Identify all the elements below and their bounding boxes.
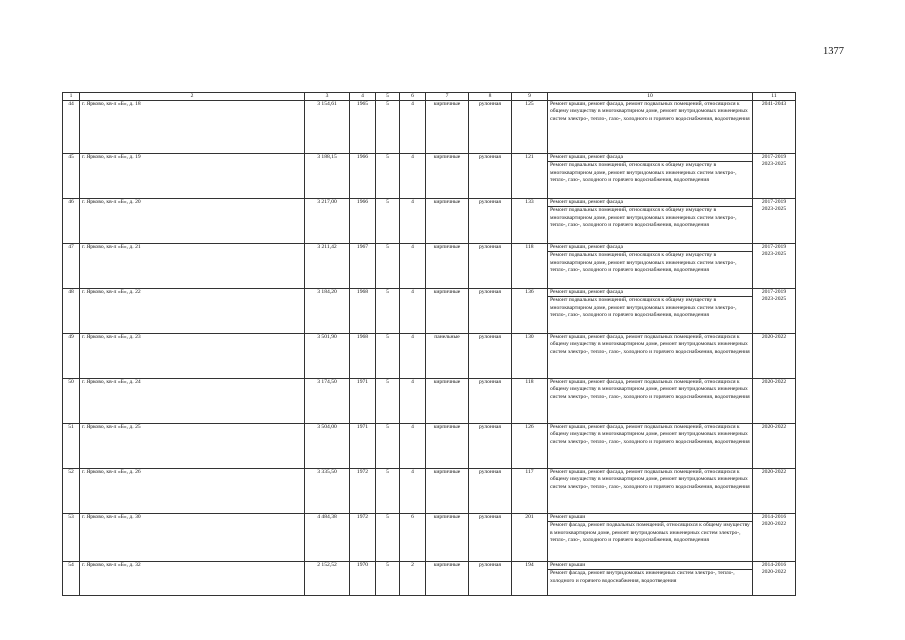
work-period: 2014-2016 (761, 514, 787, 520)
address-cell: г. Ярково, кв-л «Б», д. 18 (80, 101, 305, 154)
column-header: 3 (305, 93, 350, 101)
capital-repair-table (62, 92, 796, 596)
work-item: Ремонт подвальных помещений, относящихся к общему имуществу в многоквартирном доме, ремонт внутридомовых инженерных систем электро-, тепло-, газо-, холодного и горячего водоснабжения, водоотведения (548, 206, 752, 229)
entrances-cell: 4 (400, 199, 426, 244)
works-cell (548, 469, 753, 514)
row-number-cell: 47 (63, 244, 80, 289)
apartments-cell: 118 (512, 379, 548, 424)
entrances-cell: 6 (400, 514, 426, 562)
work-item: Ремонт подвальных помещений, относящихся к общему имуществу в многоквартирном доме, ремонт внутридомовых инженерных систем электро-, тепло-, газо-, холодного и горячего водоснабжения, водоотведения (548, 161, 752, 184)
entrances-cell: 4 (400, 154, 426, 199)
address-cell: г. Ярково, кв-л «Б», д. 19 (80, 154, 305, 199)
table-row (63, 199, 796, 244)
work-period: 2023-2025 (761, 251, 787, 258)
work-item: Ремонт крыши, ремонт фасада (550, 289, 623, 295)
area-cell: 3 211,42 (305, 244, 350, 289)
walls-cell: кирпичные (426, 154, 469, 199)
work-item: Ремонт крыши, ремонт фасада (550, 199, 623, 205)
walls-cell: кирпичные (426, 289, 469, 334)
area-cell: 3 501,90 (305, 334, 350, 379)
year-cell: 1970 (350, 562, 376, 596)
column-number-row (63, 93, 796, 101)
row-number-cell: 48 (63, 289, 80, 334)
area-cell: 3 188,15 (305, 154, 350, 199)
entrances-cell: 4 (400, 379, 426, 424)
floors-cell: 5 (376, 562, 400, 596)
table-row (63, 334, 796, 379)
roof-cell: рулонная (469, 424, 512, 469)
work-period: 2020-2022 (761, 379, 787, 385)
work-item: Ремонт крыши, ремонт фасада, ремонт подвальных помещений, относящихся к общему имуществу в многоквартирном доме, ремонт внутридомовых инженерных систем электро-, тепло-, газо-, холодного и горячего водоснабжения, водоотведения (550, 379, 750, 400)
table-row (63, 379, 796, 424)
floors-cell: 5 (376, 101, 400, 154)
floors-cell: 5 (376, 199, 400, 244)
row-number-cell: 51 (63, 424, 80, 469)
column-header: 4 (350, 93, 376, 101)
apartments-cell: 136 (512, 289, 548, 334)
table-row (63, 514, 796, 562)
work-period: 2023-2025 (761, 206, 787, 213)
column-header: 2 (80, 93, 305, 101)
work-item: Ремонт крыши, ремонт фасада (550, 244, 623, 250)
floors-cell: 5 (376, 379, 400, 424)
apartments-cell: 117 (512, 469, 548, 514)
works-cell (548, 199, 753, 244)
area-cell: 3 504,00 (305, 424, 350, 469)
work-item: Ремонт подвальных помещений, относящихся к общему имуществу в многоквартирном доме, ремонт внутридомовых инженерных систем электро-, тепло-, газо-, холодного и горячего водоснабжения, водоотведения (548, 251, 752, 274)
period-cell (753, 334, 796, 379)
works-cell (548, 289, 753, 334)
work-period: 2020-2022 (761, 569, 787, 576)
work-item: Ремонт крыши (550, 562, 586, 568)
page-number: 1377 (823, 46, 844, 57)
year-cell: 1972 (350, 514, 376, 562)
entrances-cell: 2 (400, 562, 426, 596)
works-cell (548, 562, 753, 596)
period-cell (753, 469, 796, 514)
period-cell (753, 154, 796, 199)
entrances-cell: 4 (400, 469, 426, 514)
year-cell: 1965 (350, 101, 376, 154)
row-number-cell: 50 (63, 379, 80, 424)
entrances-cell: 4 (400, 334, 426, 379)
table-row (63, 289, 796, 334)
period-cell (753, 289, 796, 334)
work-period: 2023-2025 (761, 161, 787, 168)
work-period: 2017-2019 (761, 154, 787, 160)
walls-cell: кирпичные (426, 199, 469, 244)
works-cell (548, 154, 753, 199)
works-cell (548, 379, 753, 424)
work-item: Ремонт крыши, ремонт фасада (550, 154, 623, 160)
apartments-cell: 130 (512, 334, 548, 379)
walls-cell: кирпичные (426, 379, 469, 424)
apartments-cell: 118 (512, 244, 548, 289)
entrances-cell: 4 (400, 101, 426, 154)
work-period: 2023-2025 (761, 296, 787, 303)
column-header: 11 (753, 93, 796, 101)
apartments-cell: 201 (512, 514, 548, 562)
roof-cell: рулонная (469, 469, 512, 514)
roof-cell: рулонная (469, 154, 512, 199)
address-cell: г. Ярково, кв-л «Б», д. 25 (80, 424, 305, 469)
area-cell: 3 217,00 (305, 199, 350, 244)
work-period: 2020-2022 (761, 424, 787, 430)
walls-cell: кирпичные (426, 514, 469, 562)
work-item: Ремонт крыши, ремонт фасада, ремонт подвальных помещений, относящихся к общему имуществу в многоквартирном доме, ремонт внутридомовых инженерных систем электро-, тепло-, газо-, холодного и горячего водоснабжения, водоотведения (550, 334, 750, 355)
column-header: 7 (426, 93, 469, 101)
year-cell: 1972 (350, 469, 376, 514)
work-period: 2041-2043 (761, 101, 787, 107)
roof-cell: рулонная (469, 101, 512, 154)
work-period: 2020-2022 (761, 334, 787, 340)
walls-cell: кирпичные (426, 562, 469, 596)
walls-cell: кирпичные (426, 424, 469, 469)
year-cell: 1971 (350, 379, 376, 424)
period-cell (753, 244, 796, 289)
period-cell (753, 199, 796, 244)
works-cell (548, 424, 753, 469)
row-number-cell: 54 (63, 562, 80, 596)
apartments-cell: 125 (512, 101, 548, 154)
period-cell (753, 514, 796, 562)
apartments-cell: 194 (512, 562, 548, 596)
entrances-cell: 4 (400, 424, 426, 469)
work-item: Ремонт крыши (550, 514, 586, 520)
column-header: 1 (63, 93, 80, 101)
floors-cell: 5 (376, 289, 400, 334)
column-header: 5 (376, 93, 400, 101)
address-cell: г. Ярково, кв-л «Б», д. 20 (80, 199, 305, 244)
area-cell: 3 335,50 (305, 469, 350, 514)
work-item: Ремонт крыши, ремонт фасада, ремонт подвальных помещений, относящихся к общему имуществу в многоквартирном доме, ремонт внутридомовых инженерных систем электро-, тепло-, газо-, холодного и горячего водоснабжения, водоотведения (550, 469, 750, 490)
work-period: 2020-2022 (761, 469, 787, 475)
roof-cell: рулонная (469, 562, 512, 596)
apartments-cell: 121 (512, 154, 548, 199)
period-cell (753, 379, 796, 424)
row-number-cell: 49 (63, 334, 80, 379)
address-cell: г. Ярково, кв-л «Б», д. 26 (80, 469, 305, 514)
year-cell: 1971 (350, 424, 376, 469)
work-period: 2017-2019 (761, 199, 787, 205)
roof-cell: рулонная (469, 289, 512, 334)
address-cell: г. Ярково, кв-л «Б», д. 30 (80, 514, 305, 562)
address-cell: г. Ярково, кв-л «Б», д. 23 (80, 334, 305, 379)
row-number-cell: 44 (63, 101, 80, 154)
table-row (63, 424, 796, 469)
column-header: 10 (548, 93, 753, 101)
walls-cell: кирпичные (426, 101, 469, 154)
works-cell (548, 514, 753, 562)
year-cell: 1968 (350, 289, 376, 334)
floors-cell: 5 (376, 244, 400, 289)
work-item: Ремонт подвальных помещений, относящихся к общему имуществу в многоквартирном доме, ремонт внутридомовых инженерных систем электро-, тепло-, газо-, холодного и горячего водоснабжения, водоотведения (548, 296, 752, 319)
table-row (63, 562, 796, 596)
floors-cell: 5 (376, 469, 400, 514)
walls-cell: кирпичные (426, 244, 469, 289)
column-header: 8 (469, 93, 512, 101)
floors-cell: 5 (376, 154, 400, 199)
roof-cell: рулонная (469, 244, 512, 289)
column-header: 9 (512, 93, 548, 101)
period-cell (753, 562, 796, 596)
walls-cell: кирпичные (426, 469, 469, 514)
floors-cell: 5 (376, 514, 400, 562)
work-period: 2014-2016 (761, 562, 787, 568)
address-cell: г. Ярково, кв-л «Б», д. 24 (80, 379, 305, 424)
roof-cell: рулонная (469, 514, 512, 562)
table-row (63, 154, 796, 199)
floors-cell: 5 (376, 334, 400, 379)
apartments-cell: 126 (512, 424, 548, 469)
work-period: 2017-2019 (761, 289, 787, 295)
entrances-cell: 4 (400, 289, 426, 334)
row-number-cell: 52 (63, 469, 80, 514)
area-cell: 3 174,50 (305, 379, 350, 424)
works-cell (548, 334, 753, 379)
work-item: Ремонт фасада, ремонт внутридомовых инженерных систем электро-, тепло-, холодного и горячего водоснабжения, водоотведения (548, 569, 752, 585)
works-cell (548, 244, 753, 289)
period-cell (753, 101, 796, 154)
period-cell (753, 424, 796, 469)
work-item: Ремонт крыши, ремонт фасада, ремонт подвальных помещений, относящихся к общему имуществу в многоквартирном доме, ремонт внутридомовых инженерных систем электро-, тепло-, газо-, холодного и горячего водоснабжения, водоотведения (550, 101, 750, 122)
area-cell: 4 484,38 (305, 514, 350, 562)
year-cell: 1967 (350, 244, 376, 289)
row-number-cell: 45 (63, 154, 80, 199)
work-period: 2017-2019 (761, 244, 787, 250)
works-cell (548, 101, 753, 154)
roof-cell: рулонная (469, 379, 512, 424)
walls-cell: панельные (426, 334, 469, 379)
floors-cell: 5 (376, 424, 400, 469)
row-number-cell: 46 (63, 199, 80, 244)
work-item: Ремонт фасада, ремонт подвальных помещений, относящихся к общему имуществу в многоквартирном доме, ремонт внутридомовых инженерных систем электро-, тепло-, газо-, холодного и горячего водоснабжения, водоотведения (548, 521, 752, 544)
roof-cell: рулонная (469, 334, 512, 379)
table-row (63, 101, 796, 154)
address-cell: г. Ярково, кв-л «Б», д. 32 (80, 562, 305, 596)
work-item: Ремонт крыши, ремонт фасада, ремонт подвальных помещений, относящихся к общему имуществу в многоквартирном доме, ремонт внутридомовых инженерных систем электро-, тепло-, газо-, холодного и горячего водоснабжения, водоотведения (550, 424, 750, 445)
entrances-cell: 4 (400, 244, 426, 289)
year-cell: 1966 (350, 199, 376, 244)
row-number-cell: 53 (63, 514, 80, 562)
table-row (63, 244, 796, 289)
year-cell: 1966 (350, 154, 376, 199)
column-header: 6 (400, 93, 426, 101)
year-cell: 1968 (350, 334, 376, 379)
address-cell: г. Ярково, кв-л «Б», д. 22 (80, 289, 305, 334)
area-cell: 2 152,52 (305, 562, 350, 596)
apartments-cell: 133 (512, 199, 548, 244)
address-cell: г. Ярково, кв-л «Б», д. 21 (80, 244, 305, 289)
area-cell: 3 154,61 (305, 101, 350, 154)
table-row (63, 469, 796, 514)
roof-cell: рулонная (469, 199, 512, 244)
work-period: 2020-2022 (761, 521, 787, 528)
area-cell: 3 184,20 (305, 289, 350, 334)
